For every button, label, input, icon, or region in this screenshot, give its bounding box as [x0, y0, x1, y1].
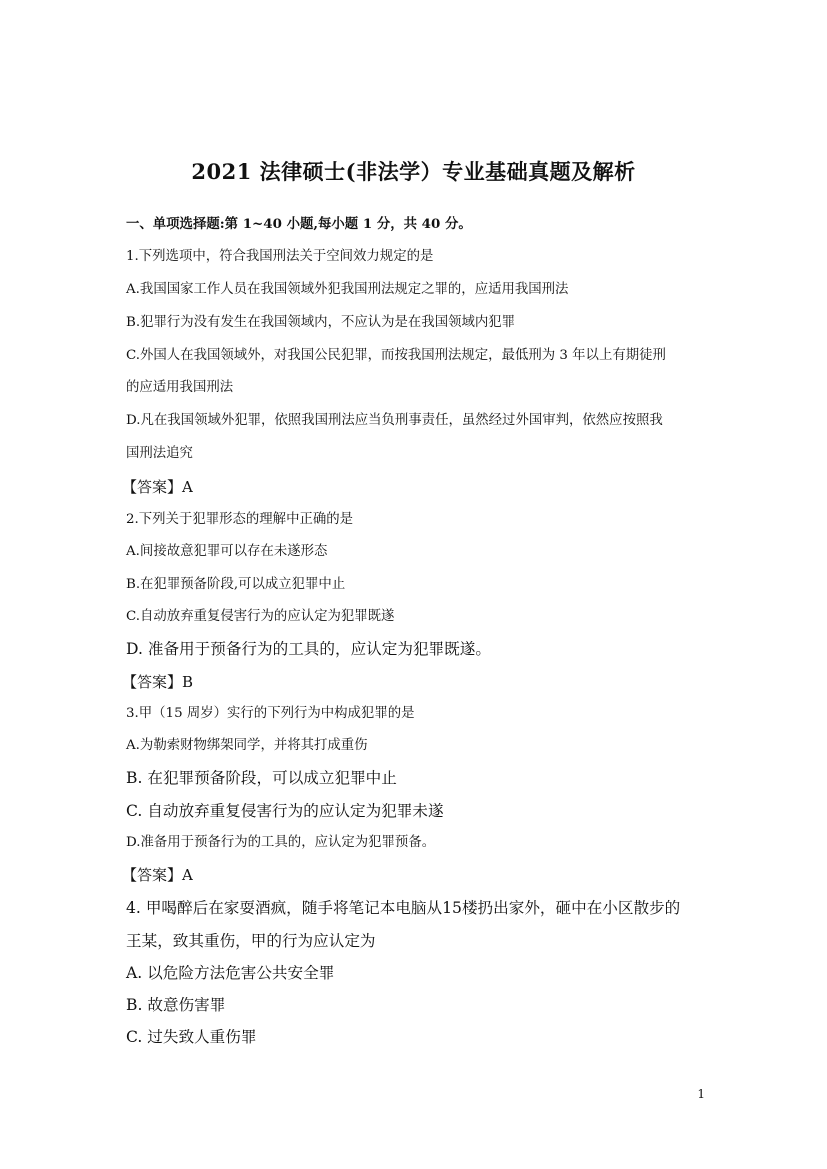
question-1-stem: 1.下列选项中，符合我国刑法关于空间效力规定的是 [126, 249, 434, 264]
page-number: 1 [697, 1087, 705, 1101]
question-1-option-a: A.我国国家工作人员在我国领域外犯我国刑法规定之罪的，应适用我国刑法 [126, 282, 569, 297]
question-4-stem: 4. 甲喝醉后在家耍酒疯，随手将笔记本电脑从15楼扔出家外，砸中在小区散步的 [126, 899, 681, 917]
question-4-option-b: B. 故意伤害罪 [126, 996, 226, 1014]
question-2-option-a: A.间接故意犯罪可以存在未遂形态 [126, 544, 328, 559]
question-2-option-b: B.在犯罪预备阶段,可以成立犯罪中止 [126, 577, 346, 592]
question-3-option-c: C. 自动放弃重复侵害行为的应认定为犯罪未遂 [126, 802, 444, 820]
question-1-option-c-cont: 的应适用我国刑法 [126, 380, 234, 395]
section-heading: 一、单项选择题:第 1~40 小题,每小题 1 分，共 40 分。 [126, 216, 472, 232]
question-1-option-b: B.犯罪行为没有发生在我国领域内，不应认为是在我国领域内犯罪 [126, 315, 516, 330]
question-3-option-d: D.准备用于预备行为的工具的，应认定为犯罪预备。 [126, 835, 436, 850]
document-title: 2021 法律硕士(非法学）专业基础真题及解析 [191, 159, 636, 184]
question-2-option-d: D. 准备用于预备行为的工具的，应认定为犯罪既遂。 [126, 640, 491, 658]
question-2-option-c: C.自动放弃重复侵害行为的应认定为犯罪既遂 [126, 609, 395, 624]
question-4-option-c: C. 过失致人重伤罪 [126, 1028, 257, 1046]
question-1-answer: 【答案】A [122, 478, 193, 496]
question-3-answer: 【答案】A [122, 866, 193, 884]
question-3-option-b: B. 在犯罪预备阶段，可以成立犯罪中止 [126, 769, 397, 787]
question-4-stem-cont: 王某，致其重伤，甲的行为应认定为 [126, 932, 376, 950]
question-3-stem: 3.甲（15 周岁）实行的下列行为中构成犯罪的是 [126, 706, 415, 721]
question-1-option-d-cont: 国刑法追究 [126, 446, 193, 461]
question-1-option-d: D.凡在我国领域外犯罪，依照我国刑法应当负刑事责任，虽然经过外国审判，依然应按照我 [126, 413, 663, 428]
question-2-answer: 【答案】B [122, 673, 194, 691]
question-2-stem: 2.下列关于犯罪形态的理解中正确的是 [126, 512, 354, 527]
question-1-option-c: C.外国人在我国领域外，对我国公民犯罪，而按我国刑法规定，最低刑为 3 年以上有期徒刑 [126, 348, 666, 363]
question-4-option-a: A. 以危险方法危害公共安全罪 [126, 964, 335, 982]
question-3-option-a: A.为勒索财物绑架同学，并将其打成重伤 [126, 738, 368, 753]
